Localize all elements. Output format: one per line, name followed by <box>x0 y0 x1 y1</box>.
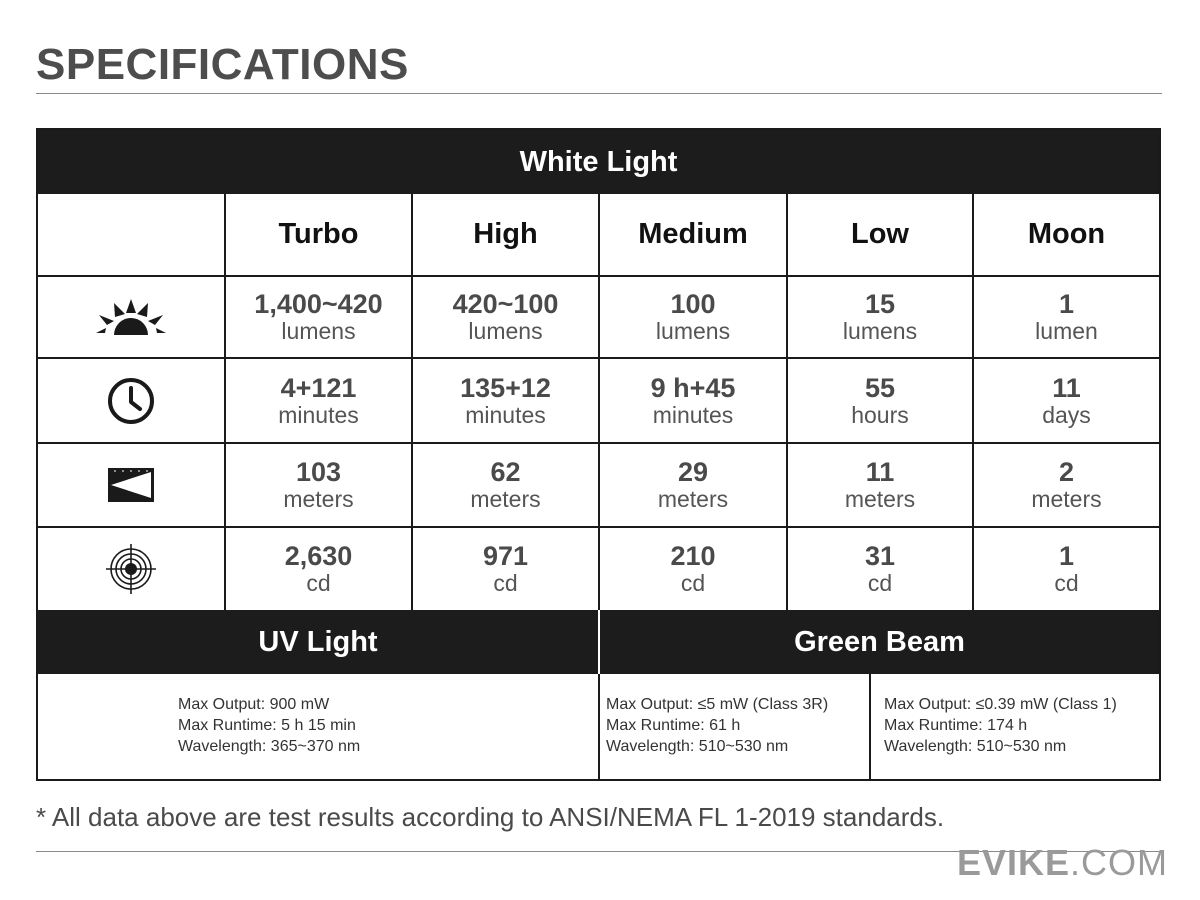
distance-high: 62 meters <box>413 444 600 528</box>
distance-moon: 2 meters <box>974 444 1159 528</box>
green-beam-class3r-specs: Max Output: ≤5 mW (Class 3R) Max Runtime: 61 h Wavelength: 510~530 nm <box>606 696 829 755</box>
page-title: SPECIFICATIONS <box>36 40 409 89</box>
column-header-low: Low <box>788 194 974 277</box>
green-beam-heading: Green Beam <box>600 610 1159 674</box>
column-header-high: High <box>413 194 600 277</box>
standards-footnote: * All data above are test results according to ANSI/NEMA FL 1-2019 standards. <box>36 802 945 832</box>
sun-output-icon <box>96 295 166 339</box>
intensity-turbo: 2,630 cd <box>226 528 413 610</box>
title-divider <box>36 93 1162 94</box>
spec-divider <box>598 674 600 781</box>
runtime-turbo: 4+121 minutes <box>226 359 413 444</box>
row-icon-cell <box>38 277 226 359</box>
column-header-moon: Moon <box>974 194 1159 277</box>
distance-turbo: 103 meters <box>226 444 413 528</box>
header-corner-cell <box>38 194 226 277</box>
distance-medium: 29 meters <box>600 444 788 528</box>
brand-logo: EVIKE.COM <box>956 842 1168 883</box>
row-icon-cell <box>38 359 226 444</box>
green-beam-class1-specs: Max Output: ≤0.39 mW (Class 1) Max Runtime: 174 h Wavelength: 510~530 nm <box>884 696 1117 755</box>
intensity-low: 31 cd <box>788 528 974 610</box>
specifications-table <box>36 128 1161 781</box>
clock-runtime-icon <box>106 376 156 426</box>
column-header-medium: Medium <box>600 194 788 277</box>
intensity-high: 971 cd <box>413 528 600 610</box>
output-turbo: 1,400~420 lumens <box>226 277 413 359</box>
column-header-turbo: Turbo <box>226 194 413 277</box>
intensity-moon: 1 cd <box>1054 541 1079 596</box>
white-light-heading: White Light <box>38 130 1159 194</box>
output-moon: 1 lumen <box>974 277 1159 359</box>
row-icon-cell <box>38 444 226 528</box>
distance-low: 11 meters <box>788 444 974 528</box>
runtime-low: 55 hours <box>788 359 974 444</box>
output-medium: 100 lumens <box>600 277 788 359</box>
intensity-medium: 210 cd <box>600 528 788 610</box>
runtime-medium: 9 h+45 minutes <box>600 359 788 444</box>
beam-distance-icon <box>107 467 155 503</box>
output-low: 15 lumens <box>788 277 974 359</box>
target-intensity-icon <box>106 544 156 594</box>
uv-light-heading: UV Light <box>38 610 598 674</box>
uv-light-specs: Max Output: 900 mW Max Runtime: 5 h 15 min Wavelength: 365~370 nm <box>178 696 361 755</box>
spec-divider <box>869 674 871 781</box>
output-high: 420~100 lumens <box>413 277 600 359</box>
runtime-high: 135+12 minutes <box>413 359 600 444</box>
runtime-moon: 11 days <box>974 359 1159 444</box>
row-icon-cell <box>38 528 226 610</box>
